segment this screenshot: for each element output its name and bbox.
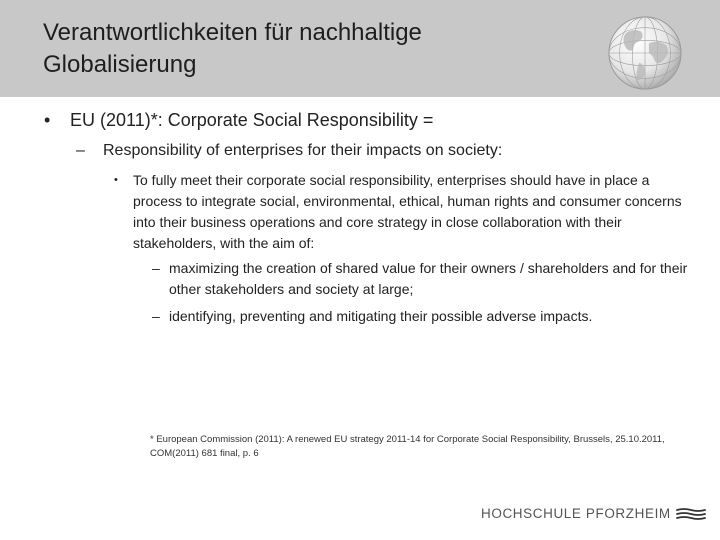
globe-icon [606,14,684,92]
university-logo [481,506,706,521]
title-line-2: Globalisierung [43,51,197,78]
bullet-text: maximizing the creation of shared value for their owners / shareholders and for their other stakeholders and society at large; [169,260,688,297]
bullet-text: EU (2011)*: Corporate Social Responsibility = [70,110,434,130]
wave-logo-icon [676,507,706,521]
bullet-marker: – [152,260,160,276]
bullet-level-4 [152,258,692,300]
bullet-marker: • [44,110,51,130]
bullet-marker: • [114,174,118,186]
bullet-text: To fully meet their corporate social responsibility, enterprises should have in place a process to integrate social, environmental, ethical, human rights and consumer concerns into their business operations and core strategy in close collaboration with their stakeholders, with the aim of: [133,172,682,251]
bullet-text: identifying, preventing and mitigating their possible adverse impacts. [169,308,593,324]
title-line-1: Verantwortlichkeiten für nachhaltige [43,19,422,46]
bullet-marker: – [76,142,85,159]
bullet-text: Responsibility of enterprises for their impacts on society: [103,142,503,159]
footnote: * European Commission (2011): A renewed EU strategy 2011-14 for Corporate Social Responsibility, Brussels, 25.10.2011, COM(2011) 681 final, p. 6 [150,434,665,459]
bullet-level-2 [76,139,696,163]
slide-header [0,0,720,97]
logo-text: HOCHSCHULE PFORZHEIM [481,506,671,521]
bullet-level-1 [44,107,684,133]
bullet-level-4 [152,306,692,327]
bullet-level-3 [114,170,684,254]
slide-title [43,17,583,81]
bullet-marker: – [152,308,160,324]
